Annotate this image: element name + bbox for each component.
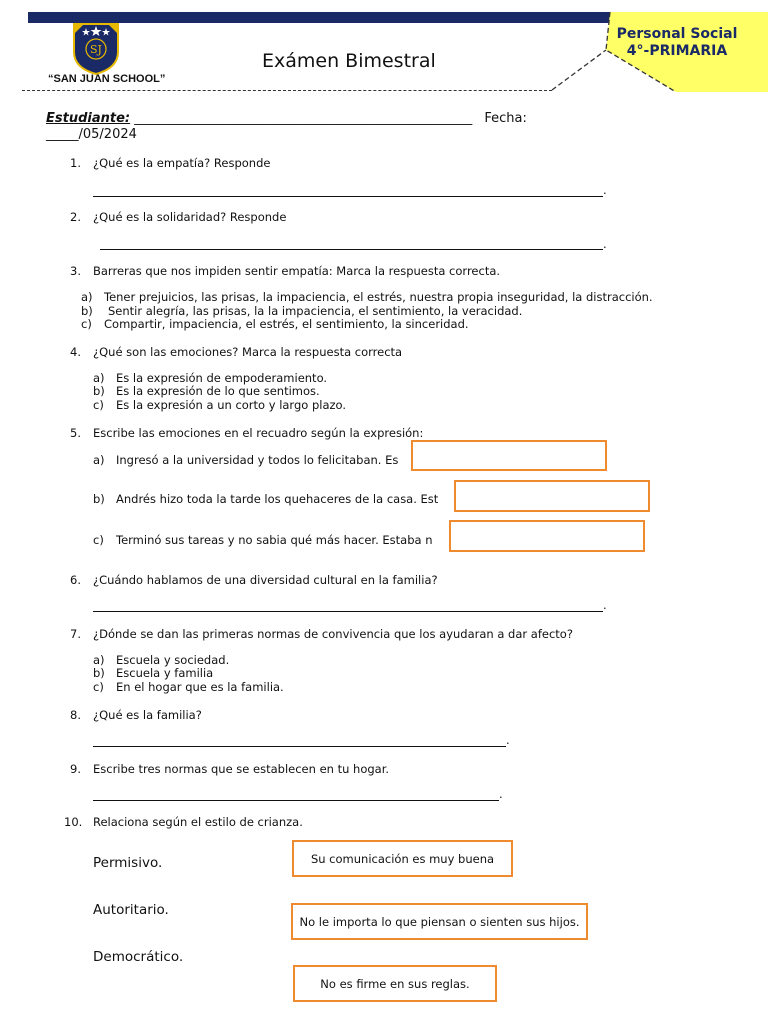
parenting-description-2[interactable]: No le importa lo que piensan o sienten sus hijos. [291,903,588,940]
question-5-item-c-letter: c) [93,533,104,547]
question-1-text: ¿Qué es la empatía? Responde [93,156,271,170]
question-7-option-a[interactable]: Escuela y sociedad. [116,653,230,667]
question-7-option-b-letter: b) [93,666,105,680]
question-3-option-a[interactable]: Tener prejuicios, las prisas, la impaciencia, el estrés, nuestra propia inseguridad, la distracción. [104,290,653,304]
grade-label: 4°-PRIMARIA [626,43,728,59]
parenting-description-1[interactable]: Su comunicación es muy buena [292,840,513,877]
emotion-answer-box-b[interactable] [454,480,650,512]
answer-line-1-period: . [603,183,607,197]
subject-label [596,26,758,60]
question-5-item-b-letter: b) [93,492,105,506]
parenting-style-democratic[interactable]: Democrático. [93,949,184,965]
question-2-number: 2. [70,210,81,224]
question-2-text: ¿Qué es la solidaridad? Responde [93,210,287,224]
student-label: Estudiante: [46,111,131,126]
exam-title: Exámen Bimestral [262,50,436,72]
answer-line-6-period: . [603,598,607,612]
answer-line-6[interactable] [93,611,603,612]
parenting-style-authoritarian[interactable]: Autoritario. [93,902,169,918]
question-7-option-c[interactable]: En el hogar que es la familia. [116,680,284,694]
answer-line-9[interactable] [93,800,499,801]
answer-line-2[interactable] [100,249,603,250]
question-6-number: 6. [70,573,81,587]
question-10-text: Relaciona según el estilo de crianza. [93,815,303,829]
question-3-option-a-letter: a) [81,290,93,304]
date-label: Fecha: [484,111,527,126]
question-3-text: Barreras que nos impiden sentir empatía: Marca la respuesta correcta. [93,264,501,278]
question-7-option-a-letter: a) [93,653,105,667]
emotion-answer-box-c[interactable] [449,520,645,552]
question-4-option-c-letter: c) [93,398,104,412]
school-name: “SAN JUAN SCHOOL” [48,73,166,85]
student-name-line[interactable]: ____________________________________________________ [134,111,473,126]
subject-name: Personal Social [616,26,738,42]
question-6-text: ¿Cuándo hablamos de una diversidad cultural en la familia? [93,573,438,587]
date-value[interactable]: _____/05/2024 [46,127,137,142]
question-3-option-b-letter: b) [81,304,93,318]
question-3-option-b[interactable]: Sentir alegría, las prisas, la la impaciencia, el sentimiento, la veracidad. [108,304,523,318]
question-5-number: 5. [70,426,81,440]
school-crest-icon [72,22,120,76]
question-9-number: 9. [70,762,81,776]
question-3-option-c[interactable]: Compartir, impaciencia, el estrés, el sentimiento, la sinceridad. [104,317,469,331]
emotion-answer-box-a[interactable] [411,440,607,471]
parenting-description-3[interactable]: No es firme en sus reglas. [293,965,497,1002]
parenting-style-permissive[interactable]: Permisivo. [93,855,163,871]
question-7-number: 7. [70,627,81,641]
question-3-option-c-letter: c) [81,317,92,331]
question-4-option-b-letter: b) [93,384,105,398]
question-5-item-a-letter: a) [93,453,105,467]
student-row [46,111,527,126]
question-5-item-a: Ingresó a la universidad y todos lo felicitaban. Es [116,453,399,467]
question-4-option-a-letter: a) [93,371,105,385]
question-5-text: Escribe las emociones en el recuadro según la expresión: [93,426,424,440]
question-3-number: 3. [70,264,81,278]
question-10-number: 10. [64,815,83,829]
answer-line-9-period: . [499,787,503,801]
question-4-number: 4. [70,345,81,359]
question-7-option-b[interactable]: Escuela y familia [116,666,214,680]
question-4-text: ¿Qué son las emociones? Marca la respuesta correcta [93,345,403,359]
answer-line-8-period: . [506,733,510,747]
question-9-text: Escribe tres normas que se establecen en tu hogar. [93,762,390,776]
question-4-option-a[interactable]: Es la expresión de empoderamiento. [116,371,328,385]
header-dashed-divider [22,90,552,91]
question-5-item-b: Andrés hizo toda la tarde los quehaceres de la casa. Est [116,492,439,506]
question-4-option-c[interactable]: Es la expresión a un corto y largo plazo. [116,398,347,412]
question-5-item-c: Terminó sus tareas y no sabia qué más hacer. Estaba n [116,533,433,547]
question-7-option-c-letter: c) [93,680,104,694]
question-4-option-b[interactable]: Es la expresión de lo que sentimos. [116,384,320,398]
answer-line-2-period: . [603,237,607,251]
question-1-number: 1. [70,156,81,170]
answer-line-8[interactable] [93,746,506,747]
question-8-text: ¿Qué es la familia? [93,708,202,722]
question-7-text: ¿Dónde se dan las primeras normas de convivencia que los ayudaran a dar afecto? [93,627,573,641]
crest-initials: SJ [90,43,102,56]
answer-line-1[interactable] [93,196,603,197]
question-8-number: 8. [70,708,81,722]
